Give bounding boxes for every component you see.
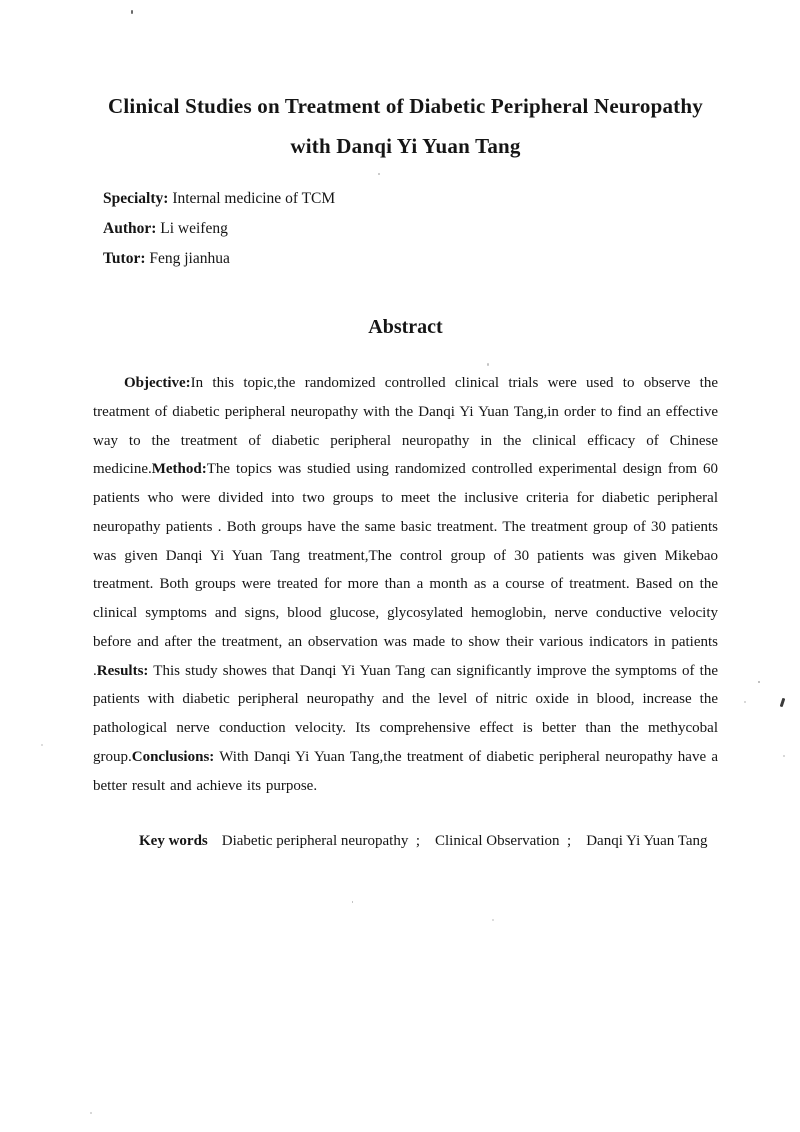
scan-artifact: [758, 681, 760, 683]
title-line-2: with Danqi Yi Yuan Tang: [290, 134, 521, 158]
scan-artifact: [131, 10, 133, 14]
objective-label: Objective:: [124, 375, 191, 391]
abstract-paragraph: [93, 369, 718, 800]
title-line-1: Clinical Studies on Treatment of Diabetic Peripheral Neuropathy: [108, 94, 703, 118]
scan-artifact: [783, 755, 785, 757]
results-label: Results:: [96, 662, 149, 679]
text-segment: With Danqi Yi Yuan Tang,the treatment of diabetic peripheral neuropathy have a better result and achieve its purpose.: [93, 748, 718, 794]
author-value: Li weifeng: [160, 220, 228, 237]
document-title: [93, 86, 718, 166]
conclusions-label: Conclusions:: [131, 748, 215, 765]
text-segment: In this topic,the randomized controlled clinical trials were used to observe the treatment of diabetic peripheral neuropathy with the Danqi Yi Yuan Tang,in order to find an effective way to the treatment of diabetic peripheral neuropathy in the clinical efficacy of Chinese medicine.: [93, 375, 718, 478]
keywords-paragraph: [93, 827, 718, 856]
keywords-text: Diabetic peripheral neuropathy ; Clinical Observation ; Danqi Yi Yuan Tang: [221, 833, 708, 850]
tutor-label: Tutor:: [103, 250, 146, 267]
meta-block: [103, 184, 718, 274]
author-label: Author:: [103, 220, 157, 237]
scan-artifact: [90, 1112, 92, 1114]
scan-artifact: [744, 701, 746, 703]
text-segment: This study showes that Danqi Yi Yuan Tang can significantly improve the symptoms of the patients with diabetic peripheral neuropathy and the level of nitric oxide in blood, increase the pathological nerve conduction velocity. Its comprehensive effect is better than the methycobal group.: [93, 662, 718, 765]
meta-row-tutor: [103, 244, 718, 274]
scan-artifact: [487, 363, 489, 366]
scan-artifact: [41, 744, 43, 746]
scan-artifact: [780, 698, 786, 707]
scan-artifact: [378, 173, 380, 175]
meta-row-specialty: [103, 184, 718, 214]
scan-artifact: [492, 919, 494, 921]
abstract-heading: Abstract: [368, 316, 443, 338]
meta-row-author: [103, 214, 718, 244]
text-segment: The topics was studied using randomized controlled experimental design from 60 patients who were divided into two groups to meet the inclusive criteria for diabetic peripheral neuropathy patients . Both groups have the same basic treatment. The treatment group of 30 patients was given Danqi Yi Yuan Tang treatment,The control group of 30 patients was given Mikebao treatment. Both groups were treated for more than a month as a course of treatment. Based on the clinical symptoms and signs, blood glucose, glycosylated hemoglobin, nerve conductive velocity before and after the treatment, an observation was made to show their various indicators in patients .: [93, 461, 718, 679]
method-label: Method:: [151, 461, 207, 478]
specialty-value: Internal medicine of TCM: [172, 190, 336, 207]
scan-artifact: [352, 901, 353, 903]
keywords-label: Key words: [139, 833, 208, 850]
specialty-label: Specialty:: [103, 190, 169, 207]
tutor-value: Feng jianhua: [149, 250, 230, 267]
